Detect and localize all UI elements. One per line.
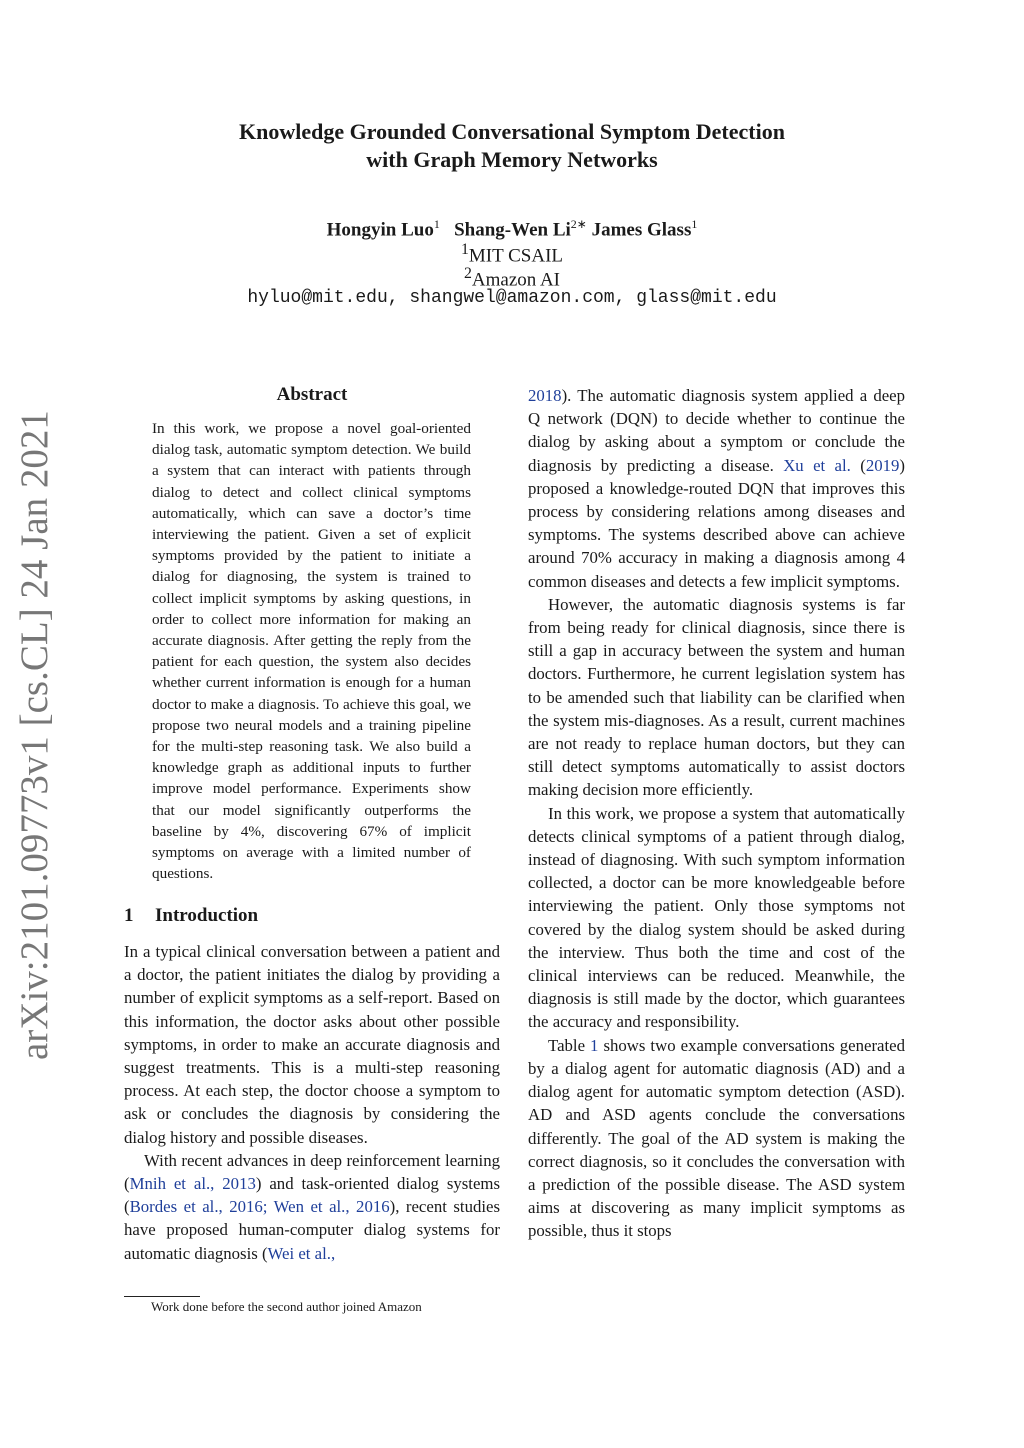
title-line-2: with Graph Memory Networks	[366, 147, 658, 172]
paragraph: In a typical clinical conversation between a patient and a doctor, the patient initiates the dialog by providing a number of explicit symptoms as a self-report. Based on this information, the doctor asks about other possible symptoms, in order to make an accurate diagnosis and suggest treatments. This is a multi-step reasoning process. At each step, the doctor choose a symptom to ask or concludes the diagnosis by considering the dialog history and possible diseases.	[124, 942, 500, 1147]
section-title: Introduction	[155, 905, 259, 926]
author-sup: 1	[433, 217, 440, 231]
paper-title	[0, 118, 1024, 174]
footnote-rule	[124, 1296, 200, 1297]
author-sup: 2∗	[570, 217, 587, 231]
table-reference-link[interactable]: 1	[590, 1035, 599, 1055]
author-emails: hyluo@mit.edu, shangwel@amazon.com, glass@mit.edu	[247, 288, 777, 308]
paragraph: However, the automatic diagnosis systems is far from being ready for clinical diagnosis, since there is still a gap in accuracy between the system and human doctors. Furthermore, he current legislation system has to be amended such that liability can be clarified when the system mis-diagnoses. As a result, current machines are not ready to replace human doctors, but they can still detect symptoms automatically to assist doctors making decision more efficiently.	[528, 594, 905, 800]
footnote: Work done before the second author joined Amazon	[151, 1299, 422, 1314]
section-heading	[124, 905, 258, 927]
author-sup: 1	[691, 217, 698, 231]
paragraph: Table 1 shows two example conversations generated by a dialog agent for automatic diagnosis (AD) and a dialog agent for automatic symptom detection (ASD). AD and ASD agents conclude the conversations differently. The goal of the AD system is making the correct diagnosis, so it concludes the conversation with a prediction of the possible disease. The ASD system aims at discovering as many implicit symptoms as possible, thus it stops	[528, 1035, 905, 1241]
paragraph: In this work, we propose a system that automatically detects clinical symptoms of a patient through dialog, instead of diagnosing. With such symptom information collected, a doctor can be more knowledgeable before interviewing the patient. Only those symptoms not covered by the dialog system should be asked during the interview. Thus both the time and cost of the clinical interviews can be reduced. Meanwhile, the diagnosis is still made by the doctor, which guarantees the accuracy and responsibility.	[528, 803, 905, 1032]
paragraph: With recent advances in deep reinforcement learning (Mnih et al., 2013) and task-oriented dialog systems (Bordes et al., 2016; Wen et al., 2016), recent studies have proposed human-computer dialog systems for automatic diagnosis (Wei et al.,	[124, 1150, 500, 1263]
affiliation: $^1$MIT CSAIL	[460, 241, 564, 267]
author-name: James Glass	[591, 219, 692, 241]
citation-link[interactable]: Bordes et al., 2016; Wen et al., 2016	[129, 1197, 390, 1217]
citation-link[interactable]: 2018	[528, 386, 562, 405]
title-line-1: Knowledge Grounded Conversational Symptom Detection	[239, 119, 785, 144]
citation-link[interactable]: Xu et al.	[783, 455, 851, 475]
right-column-body	[528, 384, 905, 1243]
citation-link[interactable]: Wei et al.,	[267, 1243, 336, 1263]
left-column-body	[124, 940, 500, 1265]
arxiv-identifier: arXiv:2101.09773v1 [cs.CL] 24 Jan 2021	[13, 410, 56, 1060]
abstract-heading: Abstract	[276, 384, 348, 405]
citation-link[interactable]: 2019	[865, 455, 900, 475]
affiliation: $^2$Amazon AI	[463, 265, 561, 291]
author-name: Hongyin Luo	[326, 219, 434, 241]
author-name: Shang-Wen Li	[454, 219, 571, 241]
paragraph: 2018). The automatic diagnosis system applied a deep Q network (DQN) to decide whether to continue the dialog by asking about a symptom or conclude the diagnosis by predicting a disease. Xu et al. (2019) proposed a knowledge-routed DQN that improves this process by considering relations among diseases and symptoms. The systems described above can achieve around 70% accuracy in making a diagnosis among 4 common diseases and detects a few implicit symptoms.	[528, 386, 905, 591]
section-number: 1	[124, 905, 134, 926]
abstract-text: In this work, we propose a novel goal-oriented dialog task, automatic symptom detection. We build a system that can interact with patients through dialog to detect and collect clinical symptoms automatically, which can save a doctor’s time interviewing the patient. Given a set of explicit symptoms provided by the patient to initiate a dialog for diagnosing, the system is trained to collect implicit symptoms by asking questions, in order to collect more information for making an accurate diagnosis. After getting the reply from the patient for each question, the system also decides whether current information is enough for a human doctor to make a diagnosis. To achieve this goal, we propose two neural models and a training pipeline for the multi-step reasoning task. We also build a knowledge graph as additional inputs to further improve model performance. Experiments show that our model significantly outperforms the baseline by 4%, discovering 67% of implicit symptoms on average with a limited number of questions.	[152, 420, 471, 883]
citation-link[interactable]: Mnih et al., 2013	[129, 1174, 256, 1194]
